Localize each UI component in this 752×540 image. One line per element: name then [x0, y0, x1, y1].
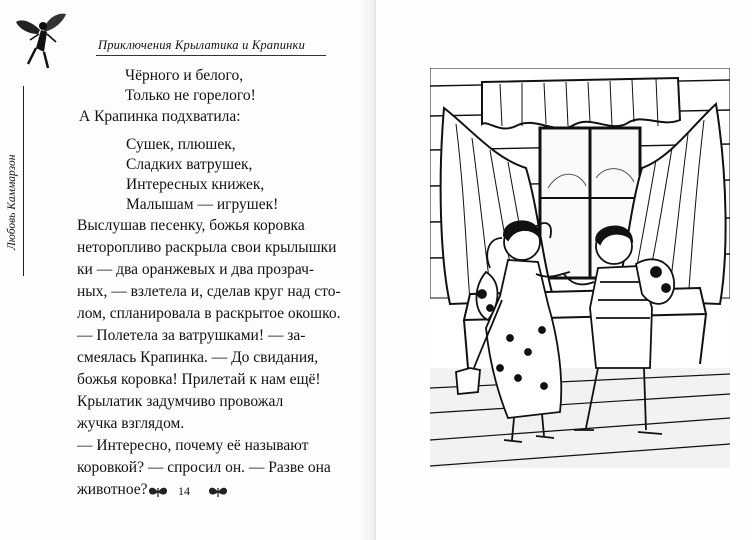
poem-line: Только не горелого!: [125, 87, 256, 104]
moth-icon: [208, 486, 228, 498]
side-rule: [23, 86, 24, 276]
running-header: Приключения Крылатика и Крапинки: [98, 38, 306, 52]
prose-line: ных, — взлетела и, сделав круг над сто-: [77, 283, 341, 300]
side-author: Любовь Каммарзон: [6, 154, 18, 250]
prose-line: смеялась Крапинка. — До свидания,: [77, 349, 319, 366]
prose-line: лом, спланировала в раскрытое окошко.: [77, 305, 341, 322]
prose-line: Выслушав песенку, божья коровка: [77, 217, 305, 234]
prose-line: неторопливо раскрыла свои крылышки: [77, 239, 337, 256]
poem-line: Интересных книжек,: [126, 176, 265, 193]
prose-block: [77, 215, 341, 501]
fairy-icon: [14, 8, 72, 74]
moth-icon: [148, 486, 168, 498]
prose-line: — Интересно, почему её называют: [77, 437, 309, 454]
poem-top: [125, 66, 256, 106]
poem-main: [126, 135, 278, 215]
lead-in: А Крапинка подхватила:: [79, 108, 241, 125]
poem-line: Чёрного и белого,: [125, 67, 244, 84]
prose-line: — Полетела за ватрушками! — за-: [77, 327, 306, 344]
prose-line: ки — два оранжевых и два прозрач-: [77, 261, 315, 278]
prose-line: Крылатик задумчиво провожал: [77, 393, 284, 410]
prose-line: жучка взглядом.: [77, 415, 185, 432]
poem-line: Сладких ватрушек,: [126, 156, 253, 173]
header-rule: [96, 55, 326, 56]
prose-line: животное?: [77, 481, 148, 498]
prose-line: коровкой? — спросил он. — Разве она: [77, 459, 331, 476]
poem-line: Малышам — игрушек!: [126, 196, 279, 213]
poem-line: Сушек, плюшек,: [126, 136, 236, 153]
page-number: 14: [178, 484, 190, 498]
left-page: [0, 0, 368, 540]
prose-line: божья коровка! Прилетай к нам ещё!: [77, 371, 321, 388]
ink-illustration-children-at-window: [430, 68, 730, 468]
